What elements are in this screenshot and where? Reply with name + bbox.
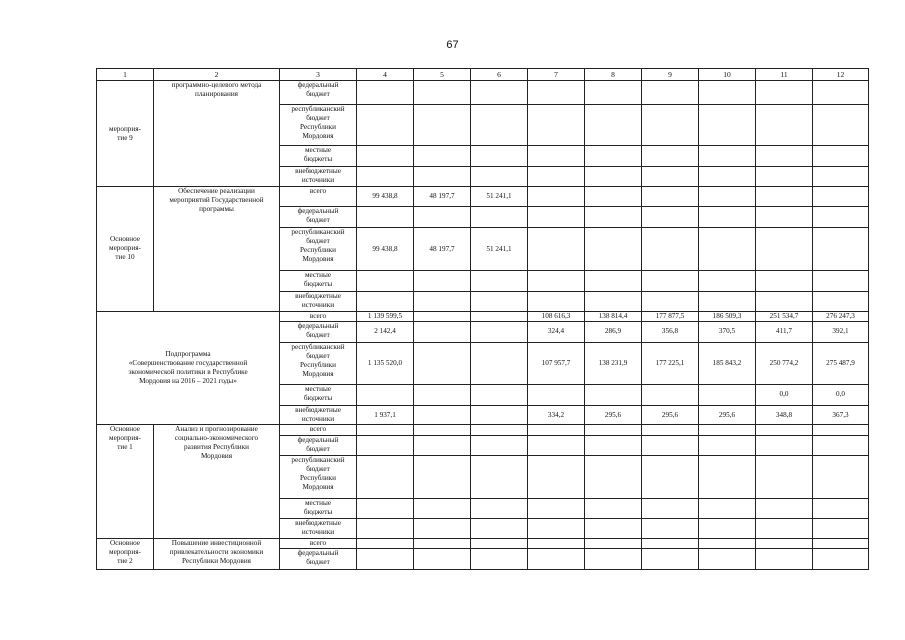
value-cell-col5 <box>414 385 471 406</box>
funding-source: всего <box>280 186 357 207</box>
value-cell-col9 <box>642 538 699 548</box>
value-cell-col4 <box>357 167 414 187</box>
value-cell-col11 <box>756 105 813 146</box>
subprogram-name: Подпрограмма «Совершенствование государственной экономической политики в Республике Мордовия на 2016 – 2021 годы» <box>97 311 280 425</box>
value-cell-col7: 108 616,3 <box>528 311 585 321</box>
value-cell-col12 <box>813 167 869 187</box>
value-cell-col5 <box>414 271 471 292</box>
value-cell-col6 <box>471 271 528 292</box>
value-cell-col11 <box>756 167 813 187</box>
column-header-1: 1 <box>97 69 154 81</box>
value-cell-col12 <box>813 292 869 312</box>
value-cell-col8 <box>585 81 642 105</box>
value-cell-col6 <box>471 292 528 312</box>
column-header-10: 10 <box>699 69 756 81</box>
value-cell-col9 <box>642 435 699 456</box>
value-cell-col9 <box>642 425 699 435</box>
value-cell-col7 <box>528 228 585 271</box>
value-cell-col6 <box>471 81 528 105</box>
value-cell-col9 <box>642 146 699 167</box>
value-cell-col12 <box>813 186 869 207</box>
value-cell-col10 <box>699 519 756 539</box>
value-cell-col4 <box>357 146 414 167</box>
value-cell-col6 <box>471 207 528 228</box>
value-cell-col12 <box>813 498 869 519</box>
value-cell-col10 <box>699 228 756 271</box>
column-header-2: 2 <box>154 69 280 81</box>
value-cell-col12: 392,1 <box>813 322 869 343</box>
value-cell-col7 <box>528 435 585 456</box>
value-cell-col7 <box>528 186 585 207</box>
funding-source: внебюджетные источники <box>280 167 357 187</box>
value-cell-col5 <box>414 81 471 105</box>
value-cell-col10 <box>699 456 756 498</box>
value-cell-col9 <box>642 519 699 539</box>
value-cell-col10 <box>699 498 756 519</box>
value-cell-col8: 286,9 <box>585 322 642 343</box>
value-cell-col8 <box>585 207 642 228</box>
value-cell-col11 <box>756 538 813 548</box>
value-cell-col7 <box>528 538 585 548</box>
value-cell-col5 <box>414 342 471 384</box>
value-cell-col11 <box>756 146 813 167</box>
value-cell-col5: 48 197,7 <box>414 186 471 207</box>
event-label: Основное мероприя- тие 10 <box>97 186 154 311</box>
funding-source: федеральный бюджет <box>280 435 357 456</box>
funding-source: внебюджетные источники <box>280 519 357 539</box>
value-cell-col4 <box>357 81 414 105</box>
column-header-4: 4 <box>357 69 414 81</box>
value-cell-col8 <box>585 456 642 498</box>
funding-source: федеральный бюджет <box>280 549 357 570</box>
value-cell-col4 <box>357 498 414 519</box>
value-cell-col8 <box>585 271 642 292</box>
value-cell-col4 <box>357 271 414 292</box>
value-cell-col11 <box>756 207 813 228</box>
value-cell-col9 <box>642 207 699 228</box>
value-cell-col6 <box>471 538 528 548</box>
column-header-8: 8 <box>585 69 642 81</box>
funding-source: федеральный бюджет <box>280 207 357 228</box>
value-cell-col10 <box>699 167 756 187</box>
value-cell-col6 <box>471 105 528 146</box>
value-cell-col12: 276 247,3 <box>813 311 869 321</box>
value-cell-col7 <box>528 81 585 105</box>
event-name: Повышение инвестиционной привлекательности экономики Республики Мордовия <box>154 538 280 569</box>
value-cell-col5 <box>414 498 471 519</box>
value-cell-col10 <box>699 105 756 146</box>
value-cell-col7 <box>528 105 585 146</box>
column-header-9: 9 <box>642 69 699 81</box>
value-cell-col5 <box>414 435 471 456</box>
value-cell-col11 <box>756 519 813 539</box>
value-cell-col5 <box>414 425 471 435</box>
value-cell-col8 <box>585 228 642 271</box>
value-cell-col6 <box>471 167 528 187</box>
value-cell-col5 <box>414 167 471 187</box>
value-cell-col8: 295,6 <box>585 405 642 425</box>
funding-source: федеральный бюджет <box>280 322 357 343</box>
value-cell-col4: 1 937,1 <box>357 405 414 425</box>
value-cell-col12 <box>813 146 869 167</box>
column-header-6: 6 <box>471 69 528 81</box>
value-cell-col10 <box>699 186 756 207</box>
value-cell-col4: 2 142,4 <box>357 322 414 343</box>
value-cell-col9 <box>642 498 699 519</box>
value-cell-col4 <box>357 456 414 498</box>
value-cell-col11: 411,7 <box>756 322 813 343</box>
value-cell-col4: 99 438,8 <box>357 186 414 207</box>
value-cell-col6 <box>471 425 528 435</box>
value-cell-col5 <box>414 207 471 228</box>
value-cell-col4 <box>357 435 414 456</box>
funding-source: местные бюджеты <box>280 146 357 167</box>
event-name: программно-целевого метода планирования <box>154 81 280 186</box>
value-cell-col8 <box>585 385 642 406</box>
value-cell-col6 <box>471 456 528 498</box>
value-cell-col7: 324,4 <box>528 322 585 343</box>
value-cell-col7: 334,2 <box>528 405 585 425</box>
value-cell-col9 <box>642 81 699 105</box>
value-cell-col10 <box>699 146 756 167</box>
value-cell-col6 <box>471 342 528 384</box>
table-row <box>97 186 869 207</box>
funding-source: местные бюджеты <box>280 271 357 292</box>
header-row <box>97 69 869 81</box>
funding-source: республиканский бюджет Республики Мордовия <box>280 342 357 384</box>
value-cell-col8 <box>585 538 642 548</box>
funding-source: республиканский бюджет Республики Мордовия <box>280 456 357 498</box>
value-cell-col9 <box>642 385 699 406</box>
value-cell-col12 <box>813 549 869 570</box>
value-cell-col6 <box>471 405 528 425</box>
value-cell-col8 <box>585 549 642 570</box>
value-cell-col11 <box>756 228 813 271</box>
value-cell-col6 <box>471 385 528 406</box>
value-cell-col9 <box>642 271 699 292</box>
value-cell-col10 <box>699 81 756 105</box>
value-cell-col9: 295,6 <box>642 405 699 425</box>
table-row <box>97 81 869 105</box>
value-cell-col5 <box>414 405 471 425</box>
value-cell-col11 <box>756 186 813 207</box>
value-cell-col9 <box>642 167 699 187</box>
value-cell-col12 <box>813 105 869 146</box>
value-cell-col12: 0,0 <box>813 385 869 406</box>
value-cell-col10 <box>699 207 756 228</box>
value-cell-col10 <box>699 435 756 456</box>
value-cell-col9: 177 877,5 <box>642 311 699 321</box>
funding-source: всего <box>280 538 357 548</box>
value-cell-col10: 295,6 <box>699 405 756 425</box>
value-cell-col10 <box>699 549 756 570</box>
value-cell-col7 <box>528 549 585 570</box>
value-cell-col6: 51 241,1 <box>471 186 528 207</box>
value-cell-col11 <box>756 271 813 292</box>
value-cell-col8: 138 814,4 <box>585 311 642 321</box>
funding-source: республиканский бюджет Республики Мордовия <box>280 228 357 271</box>
value-cell-col4 <box>357 425 414 435</box>
value-cell-col12: 367,3 <box>813 405 869 425</box>
page-number: 67 <box>446 39 459 51</box>
value-cell-col8 <box>585 498 642 519</box>
value-cell-col4 <box>357 519 414 539</box>
value-cell-col6 <box>471 146 528 167</box>
value-cell-col7 <box>528 292 585 312</box>
table-row <box>97 425 869 435</box>
value-cell-col9 <box>642 292 699 312</box>
funding-source: местные бюджеты <box>280 385 357 406</box>
value-cell-col6 <box>471 498 528 519</box>
value-cell-col5 <box>414 311 471 321</box>
value-cell-col12 <box>813 207 869 228</box>
value-cell-col7 <box>528 425 585 435</box>
value-cell-col10 <box>699 425 756 435</box>
event-label: мероприя- тие 9 <box>97 81 154 186</box>
value-cell-col6 <box>471 549 528 570</box>
value-cell-col8 <box>585 519 642 539</box>
value-cell-col9: 177 225,1 <box>642 342 699 384</box>
value-cell-col12 <box>813 81 869 105</box>
value-cell-col7 <box>528 207 585 228</box>
value-cell-col11: 250 774,2 <box>756 342 813 384</box>
value-cell-col8 <box>585 425 642 435</box>
value-cell-col7 <box>528 271 585 292</box>
value-cell-col8 <box>585 292 642 312</box>
event-label: Основное мероприя- тие 2 <box>97 538 154 569</box>
value-cell-col11: 0,0 <box>756 385 813 406</box>
value-cell-col7 <box>528 167 585 187</box>
value-cell-col11 <box>756 549 813 570</box>
value-cell-col6: 51 241,1 <box>471 228 528 271</box>
value-cell-col12 <box>813 538 869 548</box>
value-cell-col11 <box>756 81 813 105</box>
column-header-11: 11 <box>756 69 813 81</box>
table-row <box>97 538 869 548</box>
value-cell-col11: 251 534,7 <box>756 311 813 321</box>
value-cell-col4: 99 438,8 <box>357 228 414 271</box>
value-cell-col10: 370,5 <box>699 322 756 343</box>
value-cell-col10 <box>699 271 756 292</box>
value-cell-col4: 1 135 520,0 <box>357 342 414 384</box>
value-cell-col12 <box>813 519 869 539</box>
value-cell-col4 <box>357 549 414 570</box>
event-name: Обеспечение реализации мероприятий Государственной программы <box>154 186 280 311</box>
value-cell-col7 <box>528 456 585 498</box>
value-cell-col9 <box>642 105 699 146</box>
value-cell-col12 <box>813 435 869 456</box>
value-cell-col11 <box>756 425 813 435</box>
funding-source: местные бюджеты <box>280 498 357 519</box>
column-header-7: 7 <box>528 69 585 81</box>
budget-table <box>96 68 869 570</box>
funding-source: внебюджетные источники <box>280 405 357 425</box>
value-cell-col6 <box>471 435 528 456</box>
value-cell-col12: 275 487,9 <box>813 342 869 384</box>
value-cell-col5 <box>414 105 471 146</box>
value-cell-col11 <box>756 292 813 312</box>
value-cell-col12 <box>813 425 869 435</box>
value-cell-col8 <box>585 167 642 187</box>
value-cell-col6 <box>471 311 528 321</box>
value-cell-col5 <box>414 146 471 167</box>
value-cell-col12 <box>813 456 869 498</box>
value-cell-col7 <box>528 498 585 519</box>
value-cell-col5 <box>414 292 471 312</box>
value-cell-col8 <box>585 435 642 456</box>
value-cell-col7 <box>528 519 585 539</box>
value-cell-col5 <box>414 456 471 498</box>
value-cell-col8 <box>585 105 642 146</box>
value-cell-col5 <box>414 538 471 548</box>
value-cell-col4 <box>357 207 414 228</box>
value-cell-col7 <box>528 385 585 406</box>
table-row <box>97 311 869 321</box>
value-cell-col4 <box>357 105 414 146</box>
value-cell-col4 <box>357 292 414 312</box>
value-cell-col5 <box>414 549 471 570</box>
value-cell-col11 <box>756 498 813 519</box>
value-cell-col9 <box>642 186 699 207</box>
value-cell-col7 <box>528 146 585 167</box>
column-header-12: 12 <box>813 69 869 81</box>
value-cell-col9: 356,8 <box>642 322 699 343</box>
value-cell-col8: 138 231,9 <box>585 342 642 384</box>
value-cell-col9 <box>642 549 699 570</box>
value-cell-col8 <box>585 146 642 167</box>
value-cell-col4 <box>357 538 414 548</box>
value-cell-col7: 107 957,7 <box>528 342 585 384</box>
funding-source: всего <box>280 425 357 435</box>
funding-source: внебюджетные источники <box>280 292 357 312</box>
value-cell-col11: 348,8 <box>756 405 813 425</box>
event-name: Анализ и прогнозирование социально-экономического развития Республики Мордовия <box>154 425 280 539</box>
value-cell-col9 <box>642 456 699 498</box>
funding-source: всего <box>280 311 357 321</box>
funding-source: федеральный бюджет <box>280 81 357 105</box>
value-cell-col12 <box>813 271 869 292</box>
event-label: Основное мероприя- тие 1 <box>97 425 154 539</box>
funding-source: республиканский бюджет Республики Мордовия <box>280 105 357 146</box>
value-cell-col9 <box>642 228 699 271</box>
value-cell-col11 <box>756 435 813 456</box>
value-cell-col6 <box>471 519 528 539</box>
value-cell-col4 <box>357 385 414 406</box>
value-cell-col10: 185 843,2 <box>699 342 756 384</box>
value-cell-col8 <box>585 186 642 207</box>
value-cell-col4: 1 139 599,5 <box>357 311 414 321</box>
value-cell-col11 <box>756 456 813 498</box>
value-cell-col10 <box>699 538 756 548</box>
value-cell-col5 <box>414 322 471 343</box>
value-cell-col10 <box>699 385 756 406</box>
column-header-5: 5 <box>414 69 471 81</box>
value-cell-col6 <box>471 322 528 343</box>
value-cell-col5 <box>414 519 471 539</box>
column-header-3: 3 <box>280 69 357 81</box>
value-cell-col10 <box>699 292 756 312</box>
value-cell-col10: 186 509,3 <box>699 311 756 321</box>
value-cell-col12 <box>813 228 869 271</box>
value-cell-col5: 48 197,7 <box>414 228 471 271</box>
